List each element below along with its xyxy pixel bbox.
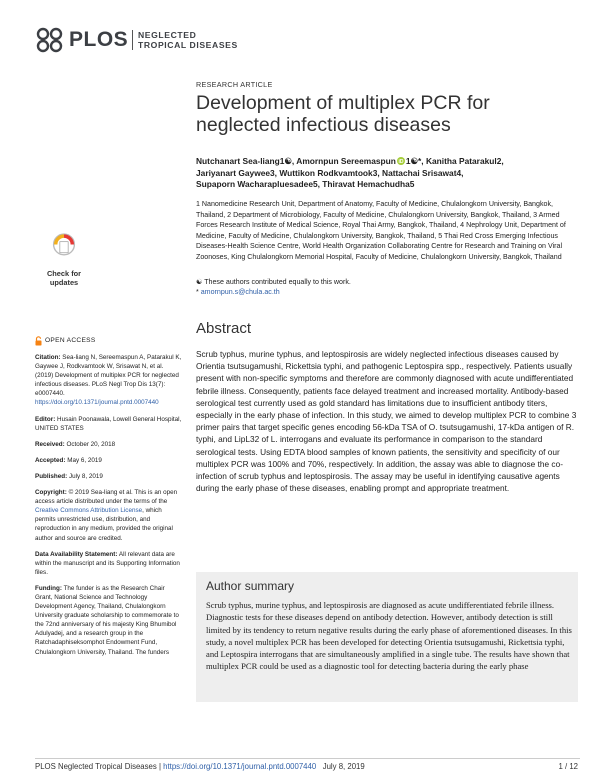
received-label: Received:: [35, 440, 65, 448]
check-label-line2: updates: [49, 277, 79, 287]
received: [35, 440, 183, 449]
citation-doi-link[interactable]: https://doi.org/10.1371/journal.pntd.0007440: [35, 399, 159, 407]
plos-logo-icon: [35, 26, 65, 54]
author-summary-heading: Author summary: [206, 579, 295, 593]
license-link[interactable]: Creative Commons Attribution License: [35, 507, 143, 515]
published-date: July 8, 2019: [68, 472, 103, 480]
citation-text: Sea-liang N, Sereemaspun A, Patarakul K, Gaywee J, Rodkvamtook W, Srisawat N, et al. (2019) Development of multiplex PCR for neglected infectious diseases. PLoS Negl Trop Dis 13(7): e0007440.: [35, 354, 182, 398]
funding-text: The funder is as the Research Chair Grant, National Science and Technology Development Agency, Thailand, Chulalongkorn University graduate scholarship to commemorate to the 72nd anniversary of his majesty King Bhumibol Adulyadej, and a research group in the Ratchadaphiseksomphot Endowment Fund, Chulalongkorn University, Thailand. The funders: [35, 584, 179, 656]
article-info-sidebar: [35, 336, 183, 664]
journal-name: [138, 30, 238, 50]
abstract-heading: Abstract: [196, 320, 252, 337]
copyright: [35, 488, 183, 543]
copyright-text-2: , which permits unrestricted use, distribution, and reproduction in any medium, provided the original author and source are credited.: [35, 507, 173, 542]
logo-wordmark: PLOS: [69, 28, 129, 51]
logo-divider: [132, 30, 133, 50]
article-title: Development of multiplex PCR for neglected infectious diseases: [196, 92, 490, 136]
orcid-icon[interactable]: [397, 157, 405, 165]
data-availability-label: Data Availability Statement:: [35, 550, 118, 558]
footer-divider: [35, 758, 580, 759]
journal-name-line2: TROPICAL DISEASES: [138, 40, 238, 50]
authors-line-1: Nutchanart Sea-liang1☯, Amornpun Sereemaspun: [196, 156, 396, 166]
footer-doi-link[interactable]: https://doi.org/10.1371/journal.pntd.0007440: [163, 762, 317, 771]
email-prefix: *: [196, 288, 201, 297]
plos-logo[interactable]: [35, 26, 265, 54]
funding-label: Funding:: [35, 584, 62, 592]
published: [35, 472, 183, 481]
check-label-line1: Check for: [46, 269, 82, 278]
author-list: [196, 156, 576, 191]
abstract-text: Scrub typhus, murine typhus, and leptospirosis are widely neglected infectious diseases caused by Orientia tsutsugamushi, Rickettsia typhi, and pathogenic Leptospira spp., respectively. Patients usually present with non-specific symptoms and therefore are commonly diagnosed with acute undifferentiated febrile illness. Consequently, patients face delayed treatment and increased mortality. Antibody-based serological test currently used as gold standard has limitations due to insufficient antibody titers, especially in the early phase of infection. In this study, we aimed to develop multiplex PCR to combine 3 primer pairs that target specific genes encoding 56-kDa TSA of O. tsutsugamushi, 17-kDa antigen of R. typhi, and LipL32 of L. interrogans and evaluate its performance in comparison to the standard serological tests. Using EDTA blood samples of known patients, the sensitivity and specificity of our multiplex PCR was 100% and 70%, respectively. In addition, the assay was able to diagnose the co-infection of scrub typhus and leptospirosis. The assay may be useful in identifying causative agents during the early phase of these diseases, enabling prompt and appropriate treatment.: [196, 349, 577, 494]
page-number: 1 / 12: [558, 762, 578, 771]
editor-text: Husain Poonawala, Lowell General Hospital, UNITED STATES: [35, 415, 182, 432]
article-type: RESEARCH ARTICLE: [196, 80, 273, 89]
data-availability: [35, 550, 183, 577]
footer-journal: PLOS Neglected Tropical Diseases: [35, 762, 157, 771]
authors-line-1b: 1☯*, Kanitha Patarakul2,: [405, 156, 504, 166]
corresponding-email: [196, 287, 576, 297]
footer-date: July 8, 2019: [322, 762, 365, 771]
journal-name-line1: NEGLECTED: [138, 30, 197, 40]
footer-separator: |: [158, 762, 161, 771]
editor: [35, 415, 183, 433]
author-summary-text: Scrub typhus, murine typhus, and leptospirosis are diagnosed as acute undifferentiated febrile illness. Diagnostic tests for these diseases depend on antibody detection. However, antibody detection is still limited by its tendency to return negative results during the early phase of aforementioned diseases. In this study, a novel multiplex PCR has been developed for detecting Orientia tsutsugamushi, Rickettsia typhi, and Leptospira interrogans that are simultaneously amplified in a single tube. The results have shown that multiplex PCR could be used as a diagnostic tool for detecting bacteria during the early phase: [206, 600, 572, 672]
copyright-text: © 2019 Sea-liang et al. This is an open access article distributed under the terms of the: [35, 489, 178, 506]
svg-text:iD: iD: [398, 159, 404, 165]
check-for-updates-icon[interactable]: [38, 232, 90, 268]
page-footer: [35, 762, 580, 771]
authors-line-3: Supaporn Wacharapluesadee5, Thiravat Hemachudha5: [196, 179, 415, 189]
accepted-date: May 6, 2019: [67, 456, 102, 464]
email-link[interactable]: amornpun.s@chula.ac.th: [200, 288, 280, 297]
accepted: [35, 456, 183, 465]
editor-label: Editor:: [35, 415, 56, 423]
copyright-label: Copyright:: [35, 489, 67, 497]
data-availability-text: All relevant data are within the manuscript and its Supporting Information files.: [35, 550, 180, 576]
author-notes: [196, 277, 576, 298]
received-date: October 20, 2018: [66, 440, 116, 448]
citation: [35, 353, 183, 408]
published-label: Published:: [35, 472, 68, 480]
open-lock-icon: [35, 336, 42, 346]
check-for-updates-label[interactable]: [38, 270, 90, 287]
open-access: [35, 336, 183, 346]
citation-label: Citation:: [35, 354, 61, 361]
accepted-label: Accepted:: [35, 456, 66, 464]
open-access-label: OPEN ACCESS: [45, 337, 96, 345]
affiliations: 1 Nanomedicine Research Unit, Department of Anatomy, Faculty of Medicine, Chulalongkorn University, Bangkok, Thailand, 2 Department of Microbiology, Faculty of Medicine, Chulalongkorn University, Bangkok, Thailand, 3 Armed Forces Research Institute of Medical Science, Royal Thai Army, Bangkok, Thailand, 4 Nephrology Unit, Department of Medicine, Faculty of Medicine, Chulalongkorn University, Bangkok, Thailand, 5 Thai Red Cross Emerging Infectious Diseases-Health Science Centre, World Health Organization Collaborating Centre for Research and Training on Viral Zoonoses, King Chulalongkorn Memorial Hospital, Faculty of Medicine, Chulalongkorn University, Bangkok, Thailand: [196, 200, 566, 261]
authors-line-2: Jariyanart Gaywee3, Wuttikon Rodkvamtook3, Nattachai Srisawat4,: [196, 167, 464, 178]
equal-contribution-note: ☯ These authors contributed equally to this work.: [196, 278, 351, 286]
funding: [35, 584, 183, 657]
